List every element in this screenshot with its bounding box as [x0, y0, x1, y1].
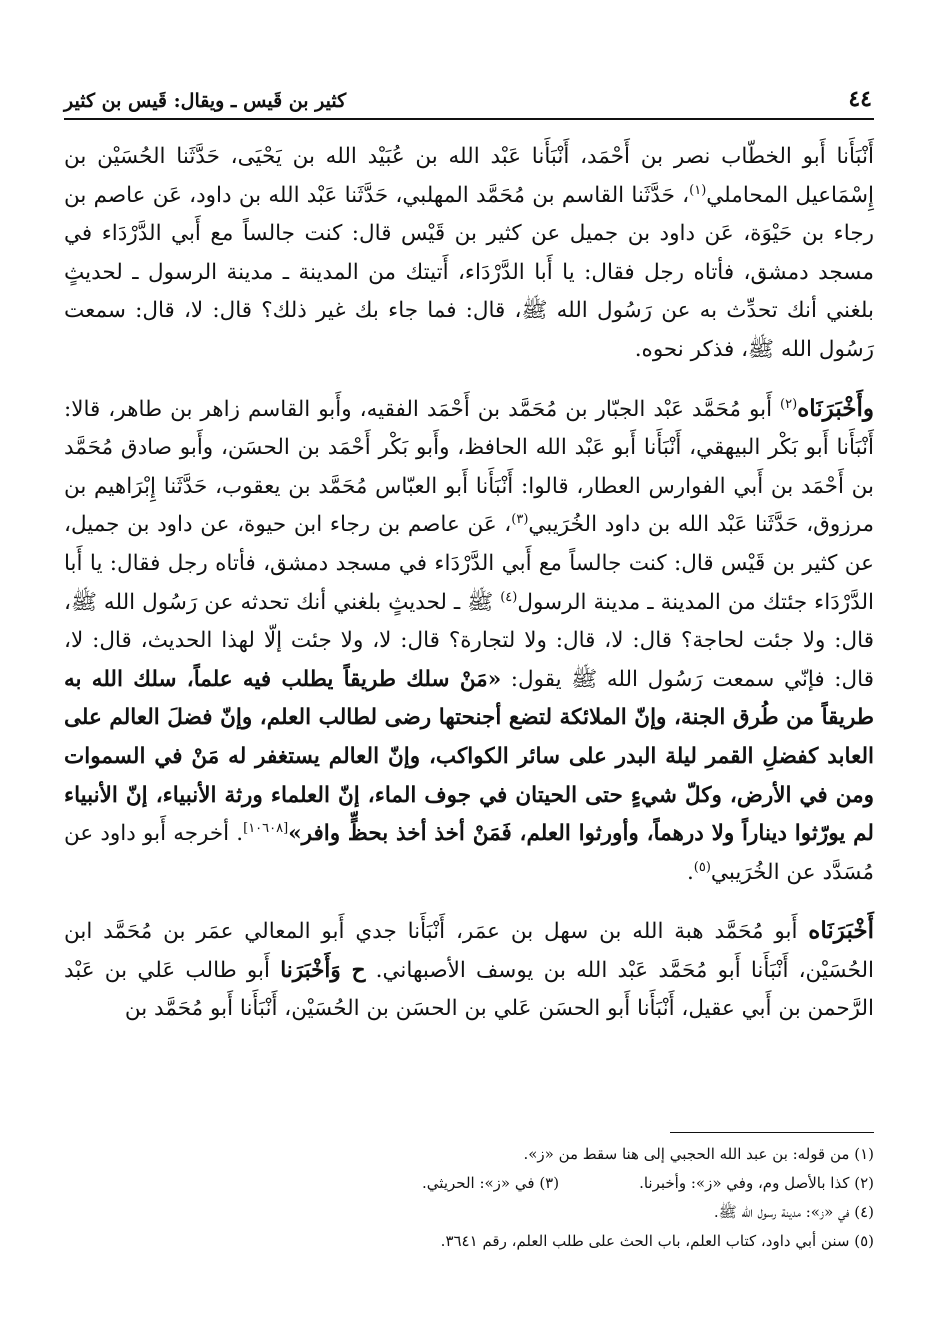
text-run: .: [686, 859, 694, 885]
paragraph: [64, 390, 874, 893]
footnote-text: في «ز»: الحريثي.: [422, 1174, 535, 1192]
text-run: أَبو مُحَمَّد عَبْد الجبّار بن مُحَمَّد بن أَحْمَد الفقيه، وأَبو القاسم زاهر بن طاهر، قالا: أَنْبَأَنا أَبو بَكْر البيهقي، أَنْبَأَنا أَبو عَبْد الله الحافظ، وأَبو بَكْر أَحْمَد بن الحسَن، وأَبو صادق مُحَمَّد بن أَحْمَد بن أَبي الفوارس العطار، قالوا: أَنْبَأَنا أَبو العبّاس مُحَمَّد بن يعقوب، حَدَّثَنا إِبْرَاهيم بن مرزوق، حَدَّثَنا عَبْد الله بن داود الخُرَيبي: [64, 396, 874, 538]
footnote: [639, 1169, 874, 1198]
footnote-text: من قوله: بن عبد الله الحجبي إلى هنا سقط من «ز».: [523, 1145, 850, 1163]
footnote-number: (٢): [849, 1174, 874, 1192]
text-run: ، عَن عاصم بن رجاء ابن حيوة، عن داود بن جميل، عن كثير بن قَيْس قال: كنت جالساً مع أَبي الدَّرْدَاء في مسجد دمشق، فأتاه رجل فقال: يا أَبا الدَّرْدَاء جئتك من المدينة ـ مدينة الرسول: [64, 512, 874, 615]
text-run: أَنْبَأَنا أَبو الخطّاب نصر بن أَحْمَد، أَنْبَأَنا عَبْد الله بن عُبَيْد الله بن يَحْيَى، حَدَّثَنا الحُسَيْن بن إِسْمَاعيل المحاملي: [64, 144, 874, 208]
footnote-text: سنن أبي داود، كتاب العلم، باب الحث على طلب العلم، رقم ٣٦٤١.: [440, 1232, 850, 1250]
text-run: . أخرجه أَبو داود عن مُسَدَّد عن الخُرَيبي: [64, 821, 874, 885]
page-number: ٤٤: [848, 86, 872, 112]
footnote-ref: (٥): [693, 859, 711, 875]
isnad-lead: أَخْبَرَنَاه: [808, 917, 874, 945]
footnote-ref: (٢): [780, 396, 798, 412]
page-header: [64, 72, 872, 112]
footnote-number: (١): [849, 1145, 874, 1163]
text-run: أَبو طالب عَلي بن عَبْد الرَّحمن بن أَبي عقيل، أَنْبَأَنا أَبو الحسَن عَلي بن الحسَن بن الحُسَيْن، أَنْبَأَنا أَبو مُحَمَّد بن: [64, 957, 874, 1022]
paragraph: [64, 912, 874, 1029]
footnote-ref: (٣): [511, 512, 529, 528]
footnote-text: في «ز»: مدينة رسول الله ﷺ.: [713, 1203, 850, 1221]
footnote-number: (٣): [534, 1174, 560, 1192]
running-title: كثير بن قَيس ـ ويقال: قَيس بن كثير: [64, 90, 347, 112]
main-text: [64, 138, 874, 1029]
footnote-ref: (٤): [500, 589, 518, 605]
footnote-line: [64, 1169, 874, 1198]
text-run: ﷺ ـ لحديثٍ بلغني أنك تحدثه عن رَسُول الله ﷺ، قال: ولا جئت لحاجة؟ قال: لا، قال: ولا لتجارة؟ قال: لا، ولا جئت إلّا لهذا الحديث، قال: لا، قال: فإنّي سمعت رَسُول الله ﷺ يقول:: [64, 589, 874, 692]
footnotes: [64, 1140, 874, 1256]
paragraph: [64, 138, 874, 370]
footnote-rule: [670, 1132, 874, 1133]
text-run: ، حَدَّثَنا القاسم بن مُحَمَّد المهلبي، حَدَّثَنا عَبْد الله بن داود، عَن عاصم بن رجاء بن حَيْوَة، عَن داود بن جميل عن كثير بن قَيْس قال: كنت جالساً مع أَبي الدَّرْدَاء في مسجد دمشق، فأتاه رجل فقال: يا أَبا الدَّرْدَاء، أَتيتك من المدينة ـ مدينة الرسول ـ لحديثٍ بلغني أنك تحدِّث به عن رَسُول الله ﷺ، قال: فما جاء بك غير ذلك؟ قال: لا، قال: سمعت رَسُول الله ﷺ، فذكر نحوه.: [64, 182, 874, 362]
footnote-number: (٤): [849, 1203, 874, 1221]
footnote: [714, 1198, 874, 1227]
hadith-text: «مَنْ سلك طريقاً يطلب فيه علماً، سلك الله به طريقاً من طُرق الجنة، وإنّ الملائكة لتضع أجنحتها رضى لطالب العلم، وإنّ فضلَ العالم على العابد كفضلِ القمر ليلة البدر على سائر الكواكب، وإنّ العالم يستغفر له مَنْ في السموات ومن في الأرض، وكلّ شيءٍ حتى الحيتان في جوف الماء، إنّ العلماء ورثة الأنبياء، إنّ الأنبياء لم يورّثوا ديناراً ولا درهماً، وأورثوا العلم، فَمَنْ أخذ أخذ بحظٍّ وافر»: [64, 666, 874, 847]
footnote-line: [64, 1227, 874, 1256]
isnad-lead: وأَخْبَرَنَاه: [797, 394, 874, 422]
footnote-ref: (١): [689, 182, 707, 198]
footnote-line: [64, 1140, 874, 1169]
footnote: [441, 1227, 874, 1256]
hadith-text: ح وَأَخْبَرَنا: [280, 957, 366, 983]
footnote-number: (٥): [849, 1232, 874, 1250]
footnote: [523, 1140, 874, 1169]
header-rule: [64, 118, 874, 120]
footnote: [422, 1169, 559, 1198]
footnote-text: كذا بالأصل وم، وفي «ز»: وأخبرنا.: [639, 1174, 850, 1192]
footnote-ref: [١٠٦٠٨]: [243, 820, 289, 836]
text-run: أَبو مُحَمَّد هبة الله بن سهل بن عمَر، أَنْبَأَنا جدي أَبو المعالي عمَر بن مُحَمَّد ابن الحُسَيْن، أَنْبَأَنا أَبو مُحَمَّد عَبْد الله بن يوسف الأصبهاني.: [64, 919, 874, 983]
footnote-line: [64, 1198, 874, 1227]
